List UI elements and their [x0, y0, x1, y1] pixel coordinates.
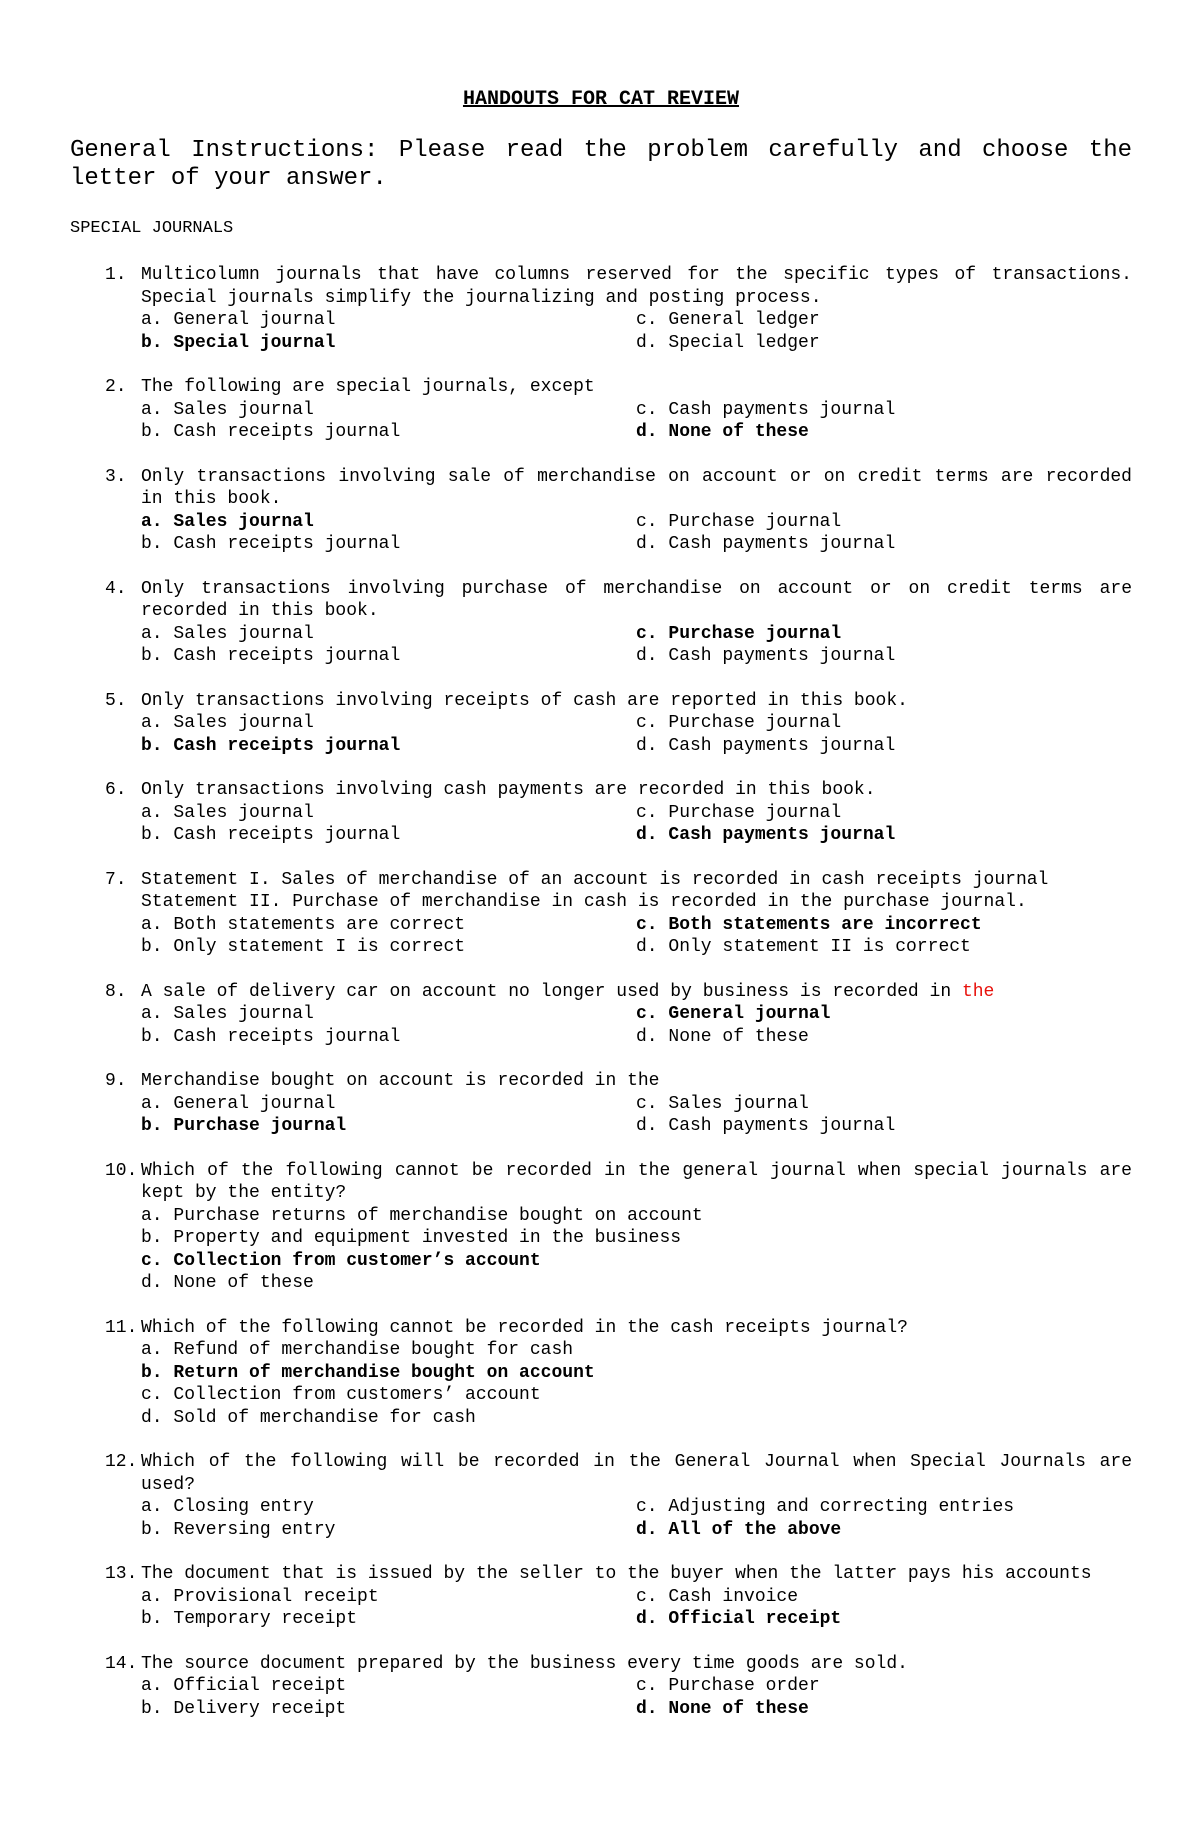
choice-a: a. Provisional receipt [141, 1586, 379, 1607]
question-item [70, 1160, 1132, 1295]
question-item [70, 1451, 1132, 1541]
choice-a: a. Sales journal [141, 623, 314, 644]
question-stem: Only transactions involving purchase of merchandise on account or on credit terms are recorded in this book. [141, 578, 1132, 621]
choice-c: c. Purchase journal [636, 802, 842, 823]
question-item [70, 981, 1132, 1049]
choices [141, 1496, 1132, 1541]
choice-b-answer: b. Purchase journal [141, 1116, 347, 1136]
question-stem: Multicolumn journals that have columns reserved for the specific types of transactions. Special journals simplify the journalizing and posting process. [141, 265, 1132, 308]
choice-b: b. Cash receipts journal [141, 646, 401, 666]
choice-d-answer: d. Cash payments journal [636, 825, 896, 845]
choices [141, 1586, 1132, 1631]
question-number: 2. [105, 377, 127, 397]
choice-d-answer: d. Official receipt [636, 1609, 842, 1629]
question-item [70, 1563, 1132, 1631]
question-stem: The document that is issued by the seller to the buyer when the latter pays his accounts [141, 1564, 1092, 1584]
highlighted-word: the [961, 981, 995, 1002]
choice-c-answer: c. General journal [636, 1004, 831, 1024]
question-number: 7. [105, 869, 127, 890]
question-number: 11. [105, 1317, 138, 1338]
question-stem: Which of the following will be recorded in the General Journal when Special Journals are used? [141, 1452, 1132, 1495]
choice-b: b. Delivery receipt [141, 1698, 347, 1719]
question-number: 4. [105, 578, 127, 599]
question-item [70, 1317, 1132, 1430]
statement-two: Statement II. Purchase of merchandise in cash is recorded in the purchase journal. [141, 892, 1027, 912]
choice-c-answer: c. Purchase journal [636, 623, 842, 644]
choice-d: d. Cash payments journal [636, 1116, 896, 1136]
question-item [70, 1070, 1132, 1138]
choice-c: c. Purchase journal [636, 511, 842, 532]
choice-b: b. Cash receipts journal [141, 1026, 401, 1047]
choice-b-answer: b. Return of merchandise bought on account [141, 1362, 595, 1383]
choice-d-answer: d. None of these [636, 422, 809, 442]
choices [141, 1003, 1132, 1048]
choice-b: b. Only statement I is correct [141, 937, 466, 957]
choice-a: a. General journal [141, 1093, 336, 1114]
choice-b: b. Reversing entry [141, 1519, 336, 1540]
question-number: 14. [105, 1653, 138, 1674]
choice-a: a. Both statements are correct [141, 914, 466, 935]
choice-b: b. Property and equipment invested in the business [141, 1228, 682, 1248]
question-item [70, 376, 1132, 444]
choice-a: a. Purchase returns of merchandise bought on account [141, 1205, 703, 1226]
choices [141, 1093, 1132, 1138]
choice-d: d. Only statement II is correct [636, 937, 971, 957]
question-stem: The source document prepared by the business every time goods are sold. [141, 1653, 908, 1674]
page-title: HANDOUTS FOR CAT REVIEW [462, 88, 740, 111]
question-number: 12. [105, 1452, 138, 1472]
question-number: 5. [105, 690, 127, 711]
general-instructions: General Instructions: Please read the problem carefully and choose the letter of your answer. [70, 137, 1132, 192]
section-heading: SPECIAL JOURNALS [70, 219, 234, 238]
choice-a: a. General journal [141, 310, 336, 330]
choice-a: a. Sales journal [141, 713, 314, 733]
choice-c-answer: c. Collection from customer’s account [141, 1250, 541, 1271]
question-stem: Only transactions involving sale of merchandise on account or on credit terms are recorded in this book. [141, 466, 1132, 509]
choice-d: d. Cash payments journal [636, 735, 896, 756]
choice-c: c. Sales journal [636, 1093, 809, 1114]
choices [141, 802, 1132, 847]
choice-a-answer: a. Sales journal [141, 511, 314, 532]
question-item [70, 869, 1132, 959]
question-item [70, 466, 1132, 556]
question-stem: Which of the following cannot be recorded in the cash receipts journal? [141, 1317, 908, 1338]
choices [141, 399, 1132, 444]
question-stem: Which of the following cannot be recorded in the general journal when special journals are kept by the entity? [141, 1160, 1132, 1203]
question-number: 13. [105, 1564, 138, 1584]
choice-c: c. Purchase order [636, 1676, 820, 1696]
question-item [70, 264, 1132, 354]
choice-a: a. Sales journal [141, 1004, 314, 1024]
choice-c: c. Purchase journal [636, 713, 842, 733]
choice-c: c. Adjusting and correcting entries [636, 1497, 1015, 1517]
choice-b-answer: b. Special journal [141, 332, 336, 353]
choice-d-answer: d. None of these [636, 1698, 809, 1719]
choice-d: d. Cash payments journal [636, 534, 896, 554]
choice-c: c. Collection from customers’ account [141, 1385, 541, 1405]
question-stem: Only transactions involving receipts of cash are reported in this book. [141, 690, 908, 711]
choice-d: d. None of these [141, 1273, 314, 1293]
choices [141, 914, 1132, 959]
question-number: 10. [105, 1160, 138, 1181]
question-number: 3. [105, 466, 127, 487]
choices [141, 1675, 1132, 1720]
choice-c-answer: c. Both statements are incorrect [636, 914, 982, 935]
choice-d: d. Cash payments journal [636, 646, 896, 666]
choice-a: a. Closing entry [141, 1497, 314, 1517]
choices [141, 511, 1132, 556]
choice-b: b. Temporary receipt [141, 1609, 358, 1629]
question-number: 6. [105, 780, 127, 800]
choice-b: b. Cash receipts journal [141, 534, 401, 554]
choices [141, 712, 1132, 757]
choice-b-answer: b. Cash receipts journal [141, 735, 401, 756]
choice-c: c. General ledger [636, 310, 820, 330]
choice-a: a. Sales journal [141, 802, 314, 823]
choice-b: b. Cash receipts journal [141, 825, 401, 845]
choice-d-answer: d. All of the above [636, 1519, 842, 1540]
question-stem: The following are special journals, except [141, 377, 595, 397]
question-stem: A sale of delivery car on account no longer used by business is recorded in [141, 981, 952, 1002]
choice-a: a. Sales journal [141, 399, 314, 420]
question-item [70, 578, 1132, 668]
choice-d: d. None of these [636, 1026, 809, 1047]
choice-c: c. Cash invoice [636, 1586, 799, 1607]
choice-d: d. Sold of merchandise for cash [141, 1407, 476, 1428]
question-number: 9. [105, 1071, 127, 1091]
choice-a: a. Refund of merchandise bought for cash [141, 1340, 574, 1360]
question-stem: Merchandise bought on account is recorded in the [141, 1071, 660, 1091]
statement-one: Statement I. Sales of merchandise of an account is recorded in cash receipts journal [141, 869, 1049, 890]
choices [141, 623, 1132, 668]
question-item [70, 1653, 1132, 1721]
choice-c: c. Cash payments journal [636, 399, 896, 420]
question-list [70, 264, 1132, 1720]
choice-b: b. Cash receipts journal [141, 422, 401, 442]
question-item [70, 690, 1132, 758]
question-number: 8. [105, 981, 127, 1002]
choices [141, 309, 1132, 354]
question-stem: Only transactions involving cash payments are recorded in this book. [141, 780, 876, 800]
choice-a: a. Official receipt [141, 1676, 347, 1696]
question-number: 1. [105, 265, 127, 285]
question-item [70, 779, 1132, 847]
choice-d: d. Special ledger [636, 332, 820, 353]
